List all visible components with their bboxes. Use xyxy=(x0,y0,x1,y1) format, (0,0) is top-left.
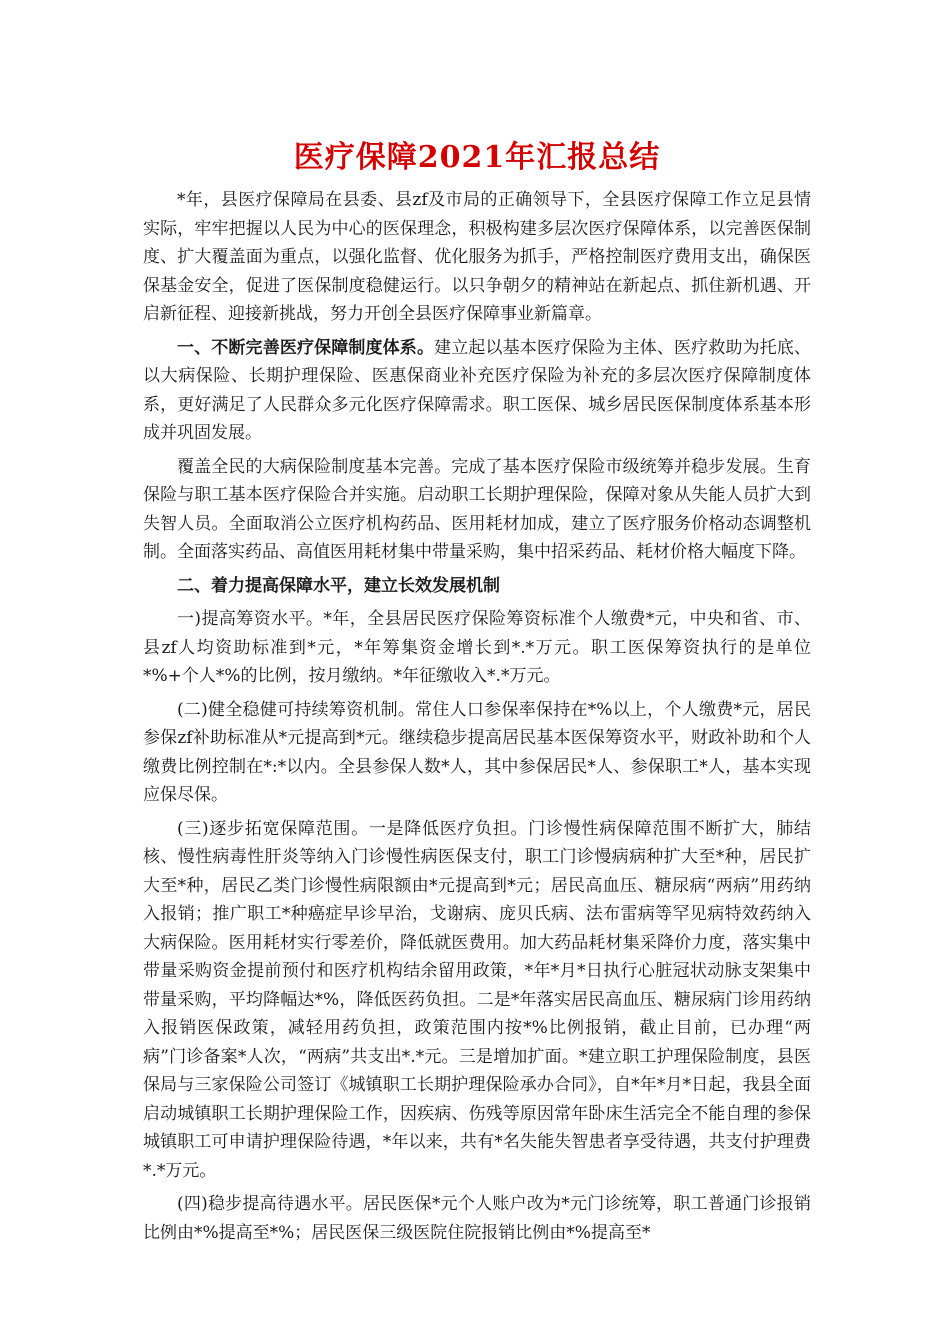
document-title: 医疗保障2021年汇报总结 xyxy=(293,140,661,175)
section1-paragraph xyxy=(143,334,811,448)
section2-item-2: (二)健全稳健可持续筹资机制。常住人口参保率保持在*%以上，个人缴费*元，居民参保zf补助标准从*元提高到*元。继续稳步提高居民基本医保筹资水平，财政补助和个人缴费比例控制在*:*以内。全县参保人数*人，其中参保居民*人、参保职工*人，基本实现应保尽保。 xyxy=(143,699,811,805)
section1-heading: 一、不断完善医疗保障制度体系。 xyxy=(177,337,435,358)
section2-item-3: (三)逐步拓宽保障范围。一是降低医疗负担。门诊慢性病保障范围不断扩大，肺结核、慢性病毒性肝炎等纳入门诊慢性病医保支付，职工门诊慢病病种扩大至*种，居民扩大至*种，居民乙类门诊慢性病限额由*元提高到*元；居民高血压、糖尿病“两病”用药纳入报销；推广职工*种癌症早诊早治，戈谢病、庞贝氏病、法布雷病等罕见病特效药纳入大病保险。医用耗材实行零差价，降低就医费用。加大药品耗材集采降价力度，落实集中带量采购资金提前预付和医疗机构结余留用政策，*年*月*日执行心脏冠状动脉支架集中带量采购，平均降幅达*%，降低医药负担。二是*年落实居民高血压、糖尿病门诊用药纳入报销医保政策，减轻用药负担，政策范围内按*%比例报销，截止目前，已办理“两病”门诊备案*人次，“两病”共支出*.*元。三是增加扩面。*建立职工护理保险制度，县医保局与三家保险公司签订《城镇职工长期护理保险承办合同》，自*年*月*日起，我县全面启动城镇职工长期护理保险工作，因疾病、伤残等原因常年卧床生活完全不能自理的参保城镇职工可申请护理保险待遇，*年以来，共有*名失能失智患者享受待遇，共支付护理费*.*万元。 xyxy=(143,818,811,1181)
section2-heading: 二、着力提高保障水平，建立长效发展机制 xyxy=(177,575,500,596)
section1-text: 建立起以基本医疗保险为主体、医疗救助为托底、以大病保险、长期护理保险、医惠保商业补充医疗保险为补充的多层次医疗保障制度体系，更好满足了人民群众多元化医疗保障需求。职工医保、城乡居民医保制度体系基本形成并巩固发展。 xyxy=(143,337,812,443)
section2-item-4: (四)稳步提高待遇水平。居民医保*元个人账户改为*元门诊统筹，职工普通门诊报销比例由*%提高至*%；居民医保三级医院住院报销比例由*%提高至* xyxy=(143,1194,811,1243)
document-page xyxy=(143,128,811,1252)
section2-item-1: 一)提高筹资水平。*年，全县居民医疗保险筹资标准个人缴费*元，中央和省、市、县zf人均资助标准到*元，*年筹集资金增长到*.*万元。职工医保筹资执行的是单位*%+个人*%的比例，按月缴纳。*年征缴收入*.*万元。 xyxy=(143,609,811,686)
section1-paragraph-2: 覆盖全民的大病保险制度基本完善。完成了基本医疗保险市级统筹并稳步发展。生育保险与职工基本医疗保险合并实施。启动职工长期护理保险，保障对象从失能人员扩大到失智人员。全面取消公立医疗机构药品、医用耗材加成，建立了医疗服务价格动态调整机制。全面落实药品、高值医用耗材集中带量采购，集中招采药品、耗材价格大幅度下降。 xyxy=(143,456,811,562)
intro-paragraph: *年，县医疗保障局在县委、县zf及市局的正确领导下，全县医疗保障工作立足县情实际，牢牢把握以人民为中心的医保理念，积极构建多层次医疗保障体系，以完善医保制度、扩大覆盖面为重点，以强化监督、优化服务为抓手，严格控制医疗费用支出，确保医保基金安全，促进了医保制度稳健运行。以只争朝夕的精神站在新起点、抓住新机遇、开启新征程、迎接新挑战，努力开创全县医疗保障事业新篇章。 xyxy=(143,190,811,324)
